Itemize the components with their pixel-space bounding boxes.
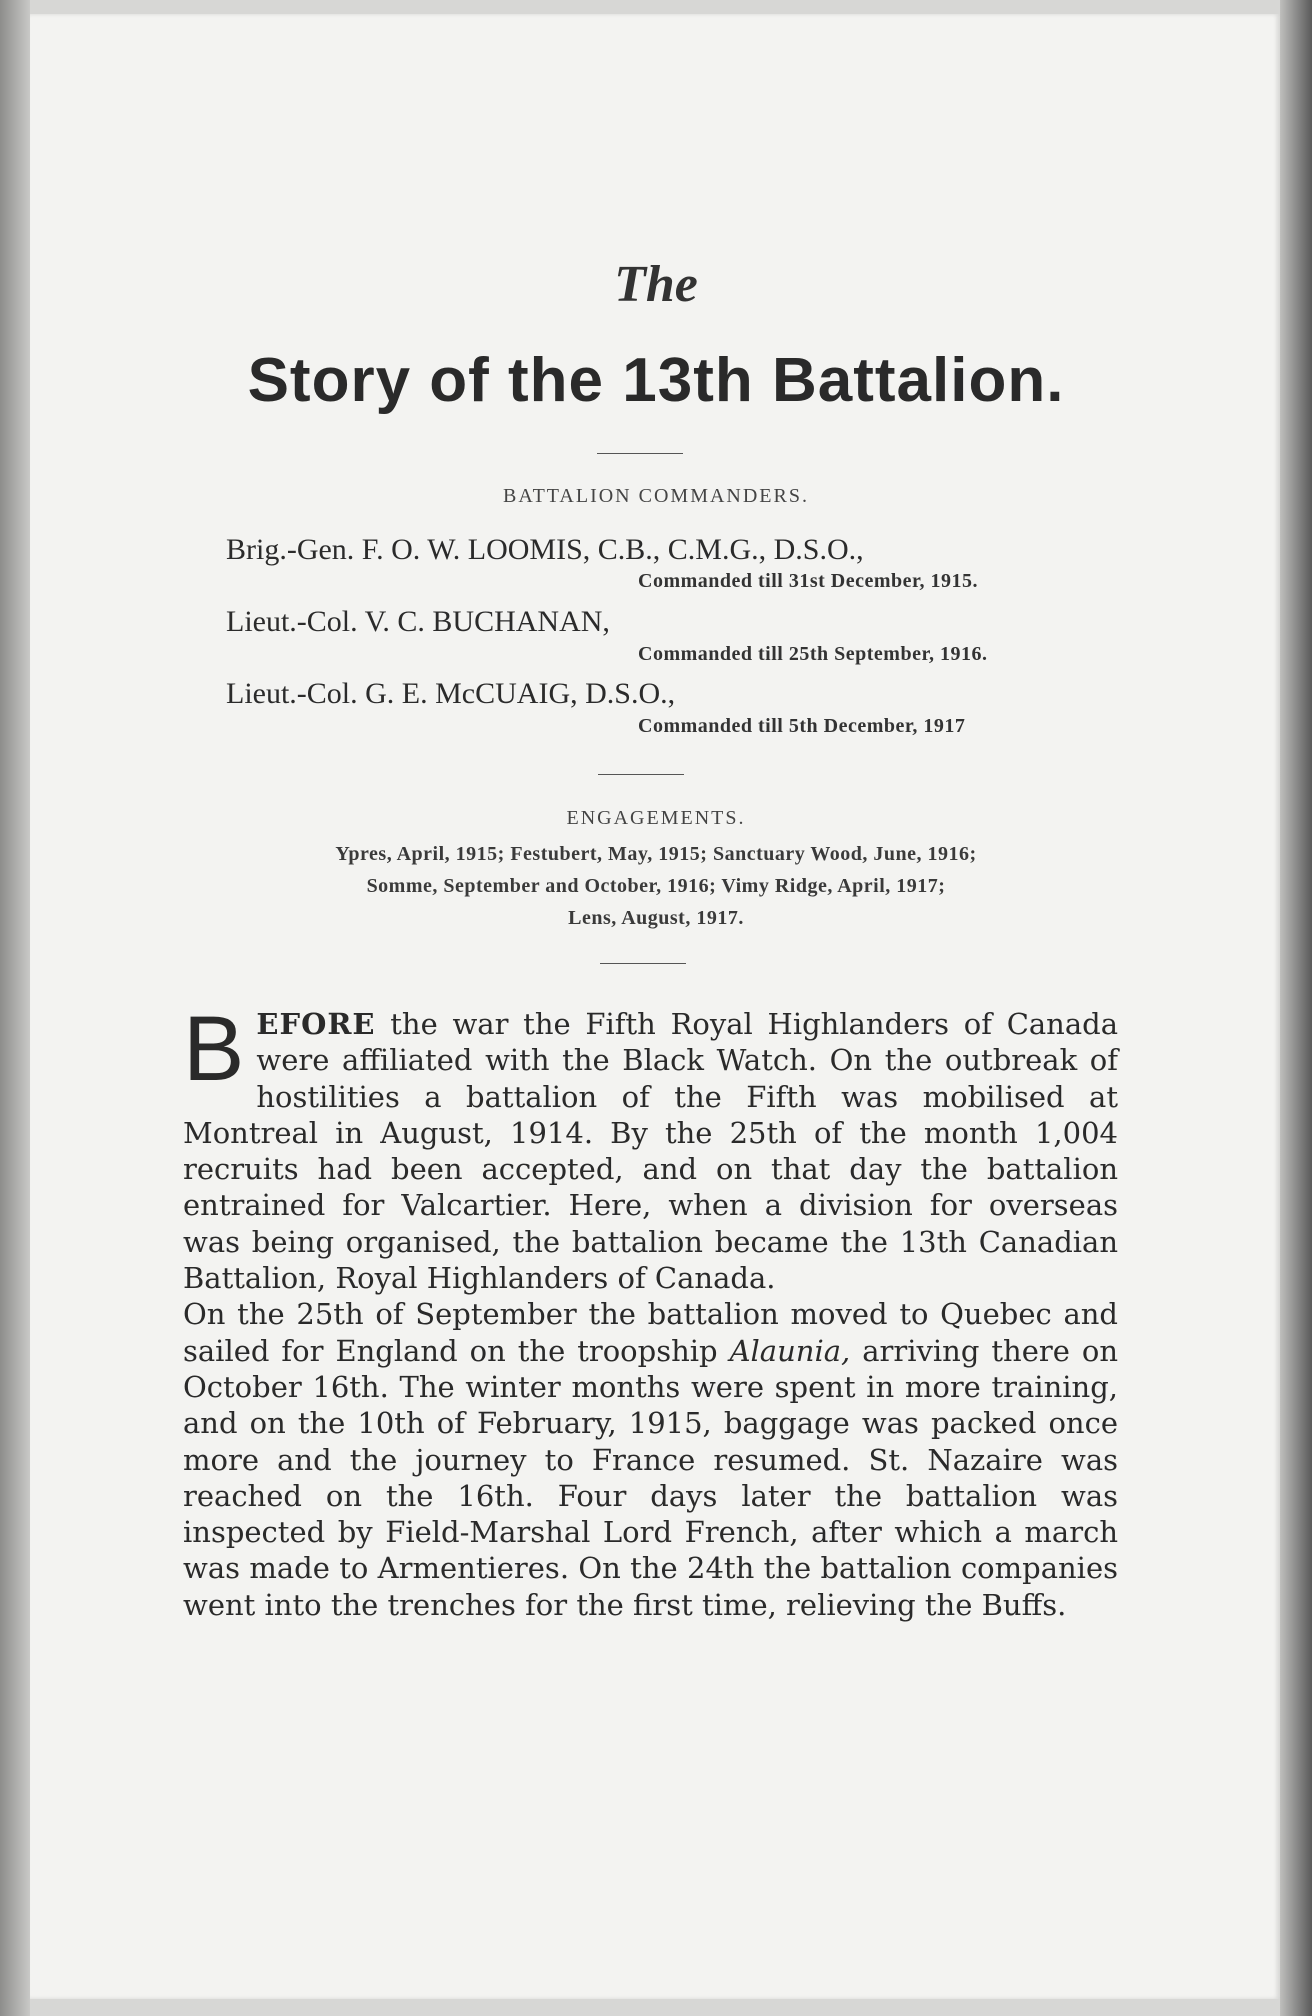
commander-name: Lieut.-Col. G. E. McCUAIG, D.S.O.,	[226, 677, 676, 710]
commander-note: Commanded till 31st December, 1915.	[638, 570, 979, 592]
engagements-line: Ypres, April, 1915; Festubert, May, 1915; Sanctuary Wood, June, 1916;	[335, 843, 977, 865]
commander-note: Commanded till 25th September, 1916.	[638, 643, 988, 665]
drop-cap: B	[183, 998, 245, 1100]
commanders-heading: BATTALION COMMANDERS.	[503, 485, 809, 507]
engagements-heading: ENGAGEMENTS.	[566, 807, 746, 829]
paragraph-text: the war the Fifth Royal Highlanders of Canada were affiliated with the Black Watch. On the outbreak of hostilities a battalion of the Fifth was mobilised at Montreal in August, 1914. By the 25th of the month 1,004 recruits had been accepted, and on that day the battalion entrained for Valcartier. Here, when a division for overseas was being organised, the battalion became the 13th Canadian Battalion, Royal Highlanders of Canada.	[183, 1007, 1118, 1296]
engagements-line: Lens, August, 1917.	[568, 907, 744, 929]
paragraph-text: arriving there on October 16th. The winter months were spent in more training, and on the 10th of February, 1915, baggage was packed once more and the journey to France resumed. St. Nazaire was reached on the 16th. Four days later the battalion was inspected by Field-Marshal Lord French, after which a march was made to Armentieres. On the 24th the battalion companies went into the trenches for the first time, relieving the Buffs.	[183, 1333, 1118, 1622]
engagements-line: Somme, September and October, 1916; Vimy Ridge, April, 1917;	[366, 875, 946, 897]
divider-rule	[597, 453, 683, 454]
body-text	[183, 998, 1118, 1623]
divider-rule	[598, 774, 684, 775]
ship-name: Alaunia,	[729, 1333, 851, 1368]
paragraph	[183, 998, 1118, 1296]
divider-rule	[600, 963, 686, 964]
paragraph	[183, 1296, 1118, 1623]
commander-name: Brig.-Gen. F. O. W. LOOMIS, C.B., C.M.G., D.S.O.,	[226, 533, 864, 566]
commander-note: Commanded till 5th December, 1917	[638, 715, 966, 737]
lead-word: EFORE	[256, 1007, 376, 1041]
page-title: Story of the 13th Battalion.	[247, 346, 1065, 415]
title-the: The	[614, 256, 698, 313]
paragraph-text: On the 25th of September the battalion moved to Quebec and sailed for England on the troopship	[183, 1297, 1118, 1368]
commander-name: Lieut.-Col. V. C. BUCHANAN,	[226, 605, 610, 638]
